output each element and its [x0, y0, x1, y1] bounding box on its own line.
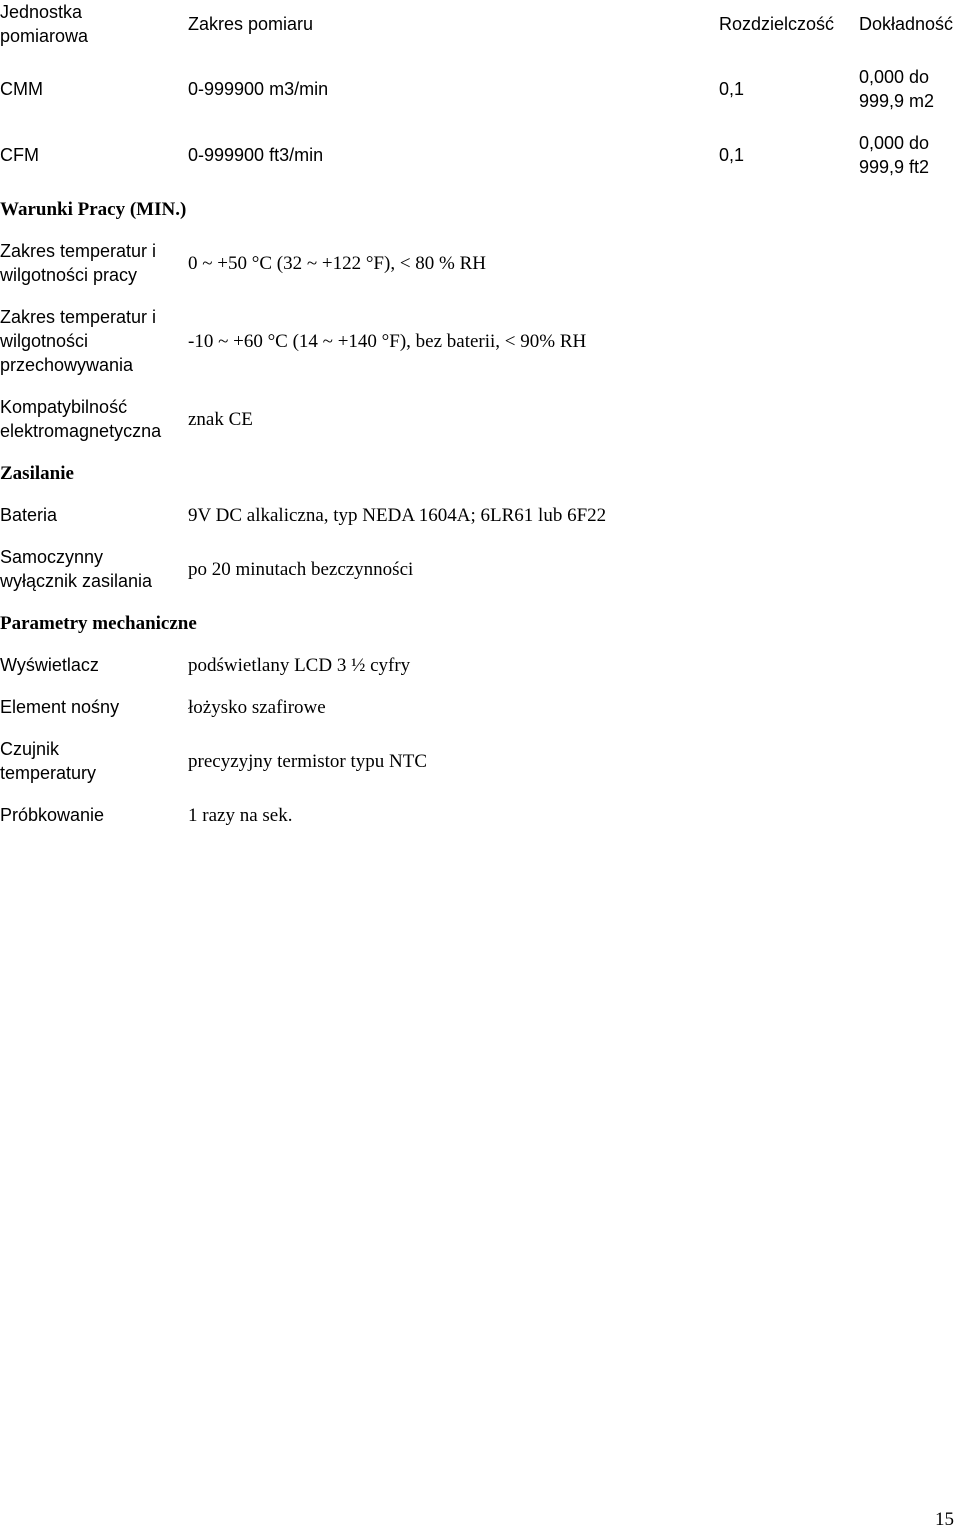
row-cmm-unit: CMM	[0, 79, 43, 99]
label-sampling: Próbkowanie	[0, 805, 105, 825]
header-range: Zakres pomiaru	[188, 14, 314, 34]
label-storage-temp-line-1: Zakres temperatur i	[0, 307, 157, 327]
label-operating-temp-line-2: wilgotności pracy	[0, 265, 138, 285]
row-cfm-accuracy-line-2: 999,9 ft2	[859, 157, 930, 177]
label-emc-line-2: elektromagnetyczna	[0, 421, 162, 441]
row-cfm-resolution: 0,1	[719, 145, 745, 165]
label-bearing: Element nośny	[0, 697, 120, 717]
header-unit-line-2: pomiarowa	[0, 26, 89, 46]
label-temp-sensor-line-1: Czujnik	[0, 739, 60, 759]
value-battery: 9V DC alkaliczna, typ NEDA 1604A; 6LR61 lub 6F22	[188, 505, 607, 526]
label-storage-temp-line-2: wilgotności	[0, 331, 89, 351]
value-sampling: 1 razy na sek.	[188, 805, 293, 826]
value-display: podświetlany LCD 3 ½ cyfry	[188, 655, 411, 676]
label-emc-line-1: Kompatybilność	[0, 397, 128, 417]
page-number: 15	[935, 1509, 954, 1530]
label-operating-temp-line-1: Zakres temperatur i	[0, 241, 157, 261]
label-auto-off-line-1: Samoczynny	[0, 547, 104, 567]
value-temp-sensor: precyzyjny termistor typu NTC	[188, 751, 428, 772]
section-title-power: Zasilanie	[0, 463, 74, 484]
section-title-operating-conditions: Warunki Pracy (MIN.)	[0, 199, 187, 220]
row-cmm-accuracy-line-2: 999,9 m2	[859, 91, 935, 111]
value-storage-temp: -10 ~ +60 °C (14 ~ +140 °F), bez baterii, < 90% RH	[188, 331, 587, 352]
row-cfm-unit: CFM	[0, 145, 39, 165]
header-resolution: Rozdzielczość	[719, 14, 835, 34]
row-cmm-range: 0-999900 m3/min	[188, 79, 329, 99]
value-emc: znak CE	[188, 409, 253, 430]
value-auto-off: po 20 minutach bezczynności	[188, 559, 414, 580]
value-bearing: łożysko szafirowe	[188, 697, 326, 718]
label-storage-temp-line-3: przechowywania	[0, 355, 134, 375]
label-display: Wyświetlacz	[0, 655, 99, 675]
section-title-mechanical: Parametry mechaniczne	[0, 613, 197, 634]
header-accuracy: Dokładność	[859, 14, 954, 34]
label-temp-sensor-line-2: temperatury	[0, 763, 97, 783]
value-operating-temp: 0 ~ +50 °C (32 ~ +122 °F), < 80 % RH	[188, 253, 487, 274]
label-auto-off-line-2: wyłącznik zasilania	[0, 571, 153, 591]
row-cfm-range: 0-999900 ft3/min	[188, 145, 324, 165]
row-cmm-accuracy-line-1: 0,000 do	[859, 67, 930, 87]
row-cfm-accuracy-line-1: 0,000 do	[859, 133, 930, 153]
header-unit-line-1: Jednostka	[0, 2, 83, 22]
row-cmm-resolution: 0,1	[719, 79, 745, 99]
label-battery: Bateria	[0, 505, 58, 525]
